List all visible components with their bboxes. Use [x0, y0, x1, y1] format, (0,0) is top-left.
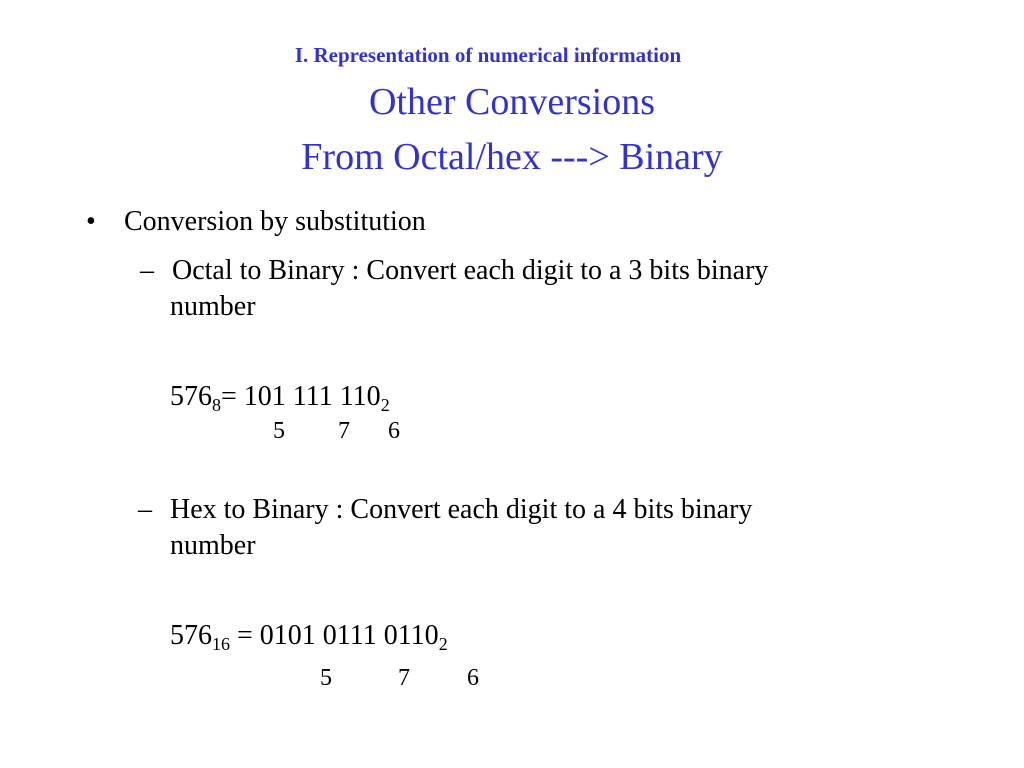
- octal-rule-line-2: number: [170, 291, 256, 322]
- octal-base-subscript: 8: [212, 395, 221, 415]
- octal-digit-label: 7: [338, 418, 350, 444]
- octal-example-value: 576: [170, 381, 212, 412]
- hex-digit-label: 7: [398, 665, 410, 691]
- bullet-dot: •: [86, 206, 96, 237]
- octal-result-subscript: 2: [380, 395, 390, 415]
- hex-base-subscript: 16: [212, 634, 230, 654]
- hex-example-value: 576: [170, 620, 212, 651]
- hex-example: [170, 619, 448, 653]
- hex-rule-line-2: number: [170, 530, 256, 561]
- bullet-text: Conversion by substitution: [124, 206, 426, 237]
- octal-example-binary: = 101 111 110: [221, 381, 381, 412]
- hex-digit-label: 5: [320, 665, 332, 691]
- hex-result-subscript: 2: [438, 634, 448, 654]
- section-label: I. Representation of numerical information: [294, 43, 682, 67]
- hex-dash: –: [138, 494, 152, 525]
- octal-digit-label: 6: [388, 418, 400, 444]
- slide-title-line-1: Other Conversions: [368, 81, 656, 123]
- octal-dash: –: [140, 255, 154, 286]
- slide-title-line-2: From Octal/hex ---> Binary: [301, 136, 723, 178]
- octal-digit-label: 5: [273, 418, 285, 444]
- octal-example: [170, 380, 390, 414]
- hex-digit-label: 6: [467, 665, 479, 691]
- hex-example-binary: = 0101 0111 0110: [230, 620, 439, 651]
- hex-rule-line-1: Hex to Binary : Convert each digit to a 4 bits binary: [170, 494, 753, 525]
- octal-rule-line-1: Octal to Binary : Convert each digit to a 3 bits binary: [172, 255, 769, 286]
